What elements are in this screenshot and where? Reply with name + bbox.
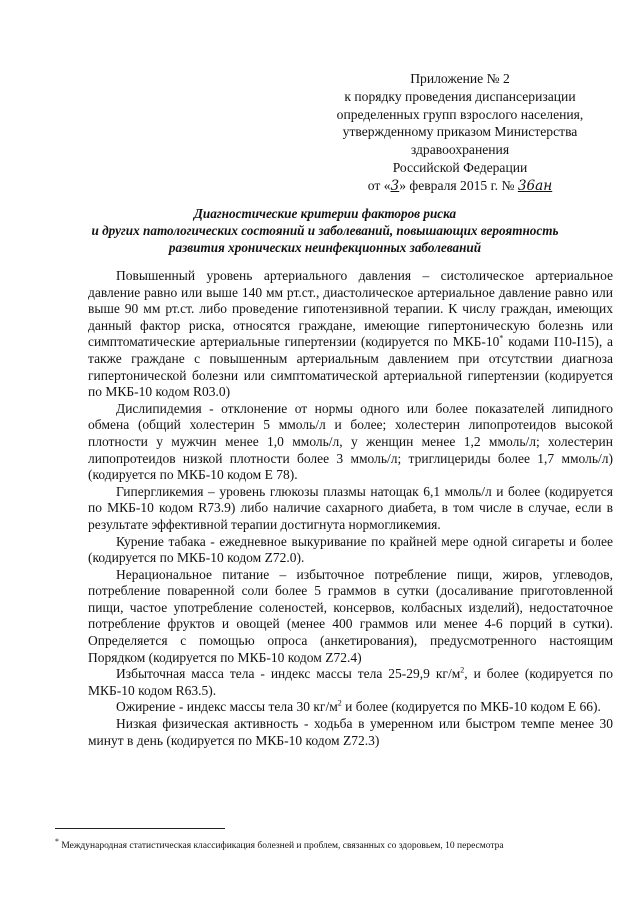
paragraph-nutrition: Нерациональное питание – избыточное потребление пищи, жиров, углеводов, потребление поваренной соли более 5 граммов в сутки (досаливание приготовленной пищи, частое употребление соленостей, консервов, колбасных изделий), недостаточное потребление фруктов и овощей (менее 400 граммов или менее 4-6 порций в сутки). Определяется с помощью опроса (анкетирования), предусмотренного настоящим Порядком (кодируется по МКБ-10 кодом Z72.4) <box>88 566 613 665</box>
date-prefix: от « <box>367 177 391 193</box>
paragraph-overweight: Избыточная масса тела - индекс массы тела 25-29,9 $кг/м^2$, и более (кодируется по МКБ-10 кодом R63.5). <box>88 665 613 698</box>
footnote <box>55 836 615 852</box>
header-line: Приложение № 2 <box>410 71 510 86</box>
order-number-handwritten: 36ан <box>517 177 553 194</box>
paragraph-dyslipidemia: Дислипидемия - отклонение от нормы одного или более показателей липидного обмена (общий холестерин 5 ммоль/л и более; холестерин липопротеидов высокой плотности у мужчин менее 1,0 ммоль/л, у женщин менее 1,2 ммоль/л; холестерин липопротеидов низкой плотности более 3 ммоль/л; триглицериды более 1,7 ммоль/л) (кодируется по МКБ-10 кодом Е 78). <box>88 400 613 483</box>
footnote-ref: * <box>499 333 504 343</box>
footnote-mark: * <box>55 837 59 846</box>
title-line: Диагностические критерии факторов риска <box>193 206 457 221</box>
document-title <box>40 205 610 256</box>
title-line: развития хронических неинфекционных заболеваний <box>168 240 482 255</box>
date-suffix: » февраля 2015 г. № <box>399 177 515 193</box>
paragraph-obesity: Ожирение - индекс массы тела 30 $кг/м^2$ и более (кодируется по МКБ-10 кодом Е 66). <box>116 698 601 715</box>
footnote-text: Международная статистическая классификация болезней и проблем, связанных со здоровьем, 10 пересмотра <box>58 841 504 852</box>
title-line: и других патологических состояний и заболеваний, повышающих вероятность <box>91 223 559 238</box>
document-body <box>88 268 613 749</box>
header-line: здравоохранения <box>410 142 510 158</box>
paragraph-smoking: Курение табака - ежедневное выкуривание по крайней мере одной сигареты и более (кодируется по МКБ-10 кодом Z72.0). <box>88 533 613 566</box>
date-day-handwritten: 3 <box>390 177 400 194</box>
footnote-divider <box>55 828 225 829</box>
appendix-header <box>300 70 620 196</box>
paragraph-hyperglycemia: Гипергликемия – уровень глюкозы плазмы натощак 6,1 ммоль/л и более (кодируется по МКБ-10 кодом R73.9) либо наличие сахарного диабета, в том числе в случае, если в результате эффективной терапии достигнута нормогликемия. <box>88 483 613 532</box>
header-line: Российской Федерации <box>392 159 528 175</box>
header-line: к порядку проведения диспансеризации <box>344 88 576 104</box>
paragraph-physical-activity: Низкая физическая активность - ходьба в умеренном или быстром темпе менее 30 минут в день (кодируется по МКБ-10 кодом Z72.3) <box>88 716 613 748</box>
header-line: утвержденному приказом Министерства <box>342 124 578 140</box>
header-line: определенных групп взрослого населения, <box>336 106 584 122</box>
order-date-line <box>300 177 620 196</box>
paragraph-hypertension: Повышенный уровень артериального давления – систолическое артериальное давление равно или выше 140 мм рт.ст., диастолическое артериальное давление равно или выше 90 мм рт.ст. либо проведение гипотензивной терапии. К числу граждан, имеющих данный фактор риска, относятся граждане, имеющие гипертоническую болезнь или симптоматические артериальные гипертензии (кодируется по МКБ-10* кодами I10-I15), а также граждане с повышенным артериальным давлением при отсутствии диагноза гипертонической болезни или симптоматической артериальной гипертензии (кодируется по МКБ-10 кодом R03.0) <box>88 268 613 400</box>
